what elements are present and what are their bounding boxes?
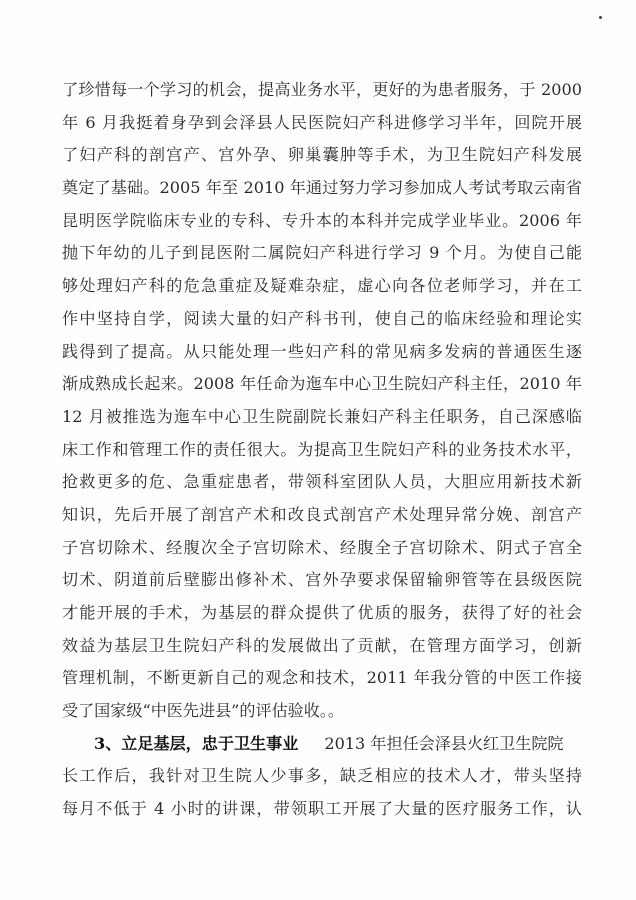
body-text — [62, 74, 582, 826]
text-line: 了珍惜每一个学习的机会，提高业务水平，更好的为患者服务，于 2000 — [62, 80, 582, 99]
text-line: 才能开展的手术，为基层的群众提供了优质的服务，获得了好的社会 — [62, 603, 582, 622]
text-line: 了妇产科的剖宫产、宫外孕、卵巢囊肿等手术，为卫生院妇产科发展 — [62, 145, 582, 165]
scan-dot-mark — [599, 16, 602, 19]
text-line: 长工作后，我针对卫生院人少事多，缺乏相应的技术人才，带头坚持 — [62, 766, 582, 786]
text-line: 抛下年幼的儿子到昆医附二属院妇产科进行学习 9 个月。为使自己能 — [62, 243, 582, 263]
text-line: 效益为基层卫生院妇产科的发展做出了贡献，在管理方面学习，创新 — [62, 635, 582, 655]
text-line: 12 月被推选为迤车中心卫生院副院长兼妇产科主任职务，自己深感临 — [62, 406, 582, 426]
text-line: 昆明医学院临床专业的专科、专升本的本科并完成学业毕业。2006 年 — [62, 210, 582, 230]
text-line: 作中坚持自学，阅读大量的妇产科书刊，使自己的临床经验和理论实 — [62, 308, 582, 328]
text-line: 践得到了提高。从只能处理一些妇产科的常见病多发病的普通医生逐 — [62, 341, 582, 361]
text-line: 奠定了基础。2005 年至 2010 年通过努力学习参加成人考试考取云南省 — [62, 178, 582, 198]
section-line — [62, 728, 582, 761]
text-line: 够处理妇产科的危急重症及疑难杂症，虚心向各位老师学习，并在工 — [62, 276, 582, 296]
section-first-text: 2013 年担任会泽县火红卫生院院 — [324, 733, 564, 753]
text-line: 子宫切除术、经腹次全子宫切除术、经腹全子宫切除术、阴式子宫全 — [62, 537, 582, 557]
section-heading: 3、立足基层，忠于卫生事业 — [94, 733, 299, 753]
text-line: 知识，先后开展了剖宫产术和改良式剖宫产术处理异常分娩、剖宫产 — [62, 504, 582, 524]
text-line: 切术、阴道前后壁膨出修补术、宫外孕要求保留输卵管等在县级医院 — [62, 570, 582, 590]
text-line: 每月不低于 4 小时的讲课，带领职工开展了大量的医疗服务工作，认 — [62, 799, 582, 819]
text-line: 抢救更多的危、急重症患者，带领科室团队人员，大胆应用新技术新 — [62, 472, 582, 492]
text-line: 年 6 月我挺着身孕到会泽县人民医院妇产科进修学习半年，回院开展 — [62, 112, 582, 132]
text-line: 受了国家级“中医先进县”的评估验收。。 — [62, 701, 344, 721]
text-line: 渐成熟成长起来。2008 年任命为迤车中心卫生院妇产科主任，2010 年 — [62, 374, 582, 394]
text-line: 床工作和管理工作的责任很大。为提高卫生院妇产科的业务技术水平， — [62, 439, 582, 459]
text-line: 管理机制，不断更新自己的观念和技术，2011 年我分管的中医工作接 — [62, 668, 582, 688]
